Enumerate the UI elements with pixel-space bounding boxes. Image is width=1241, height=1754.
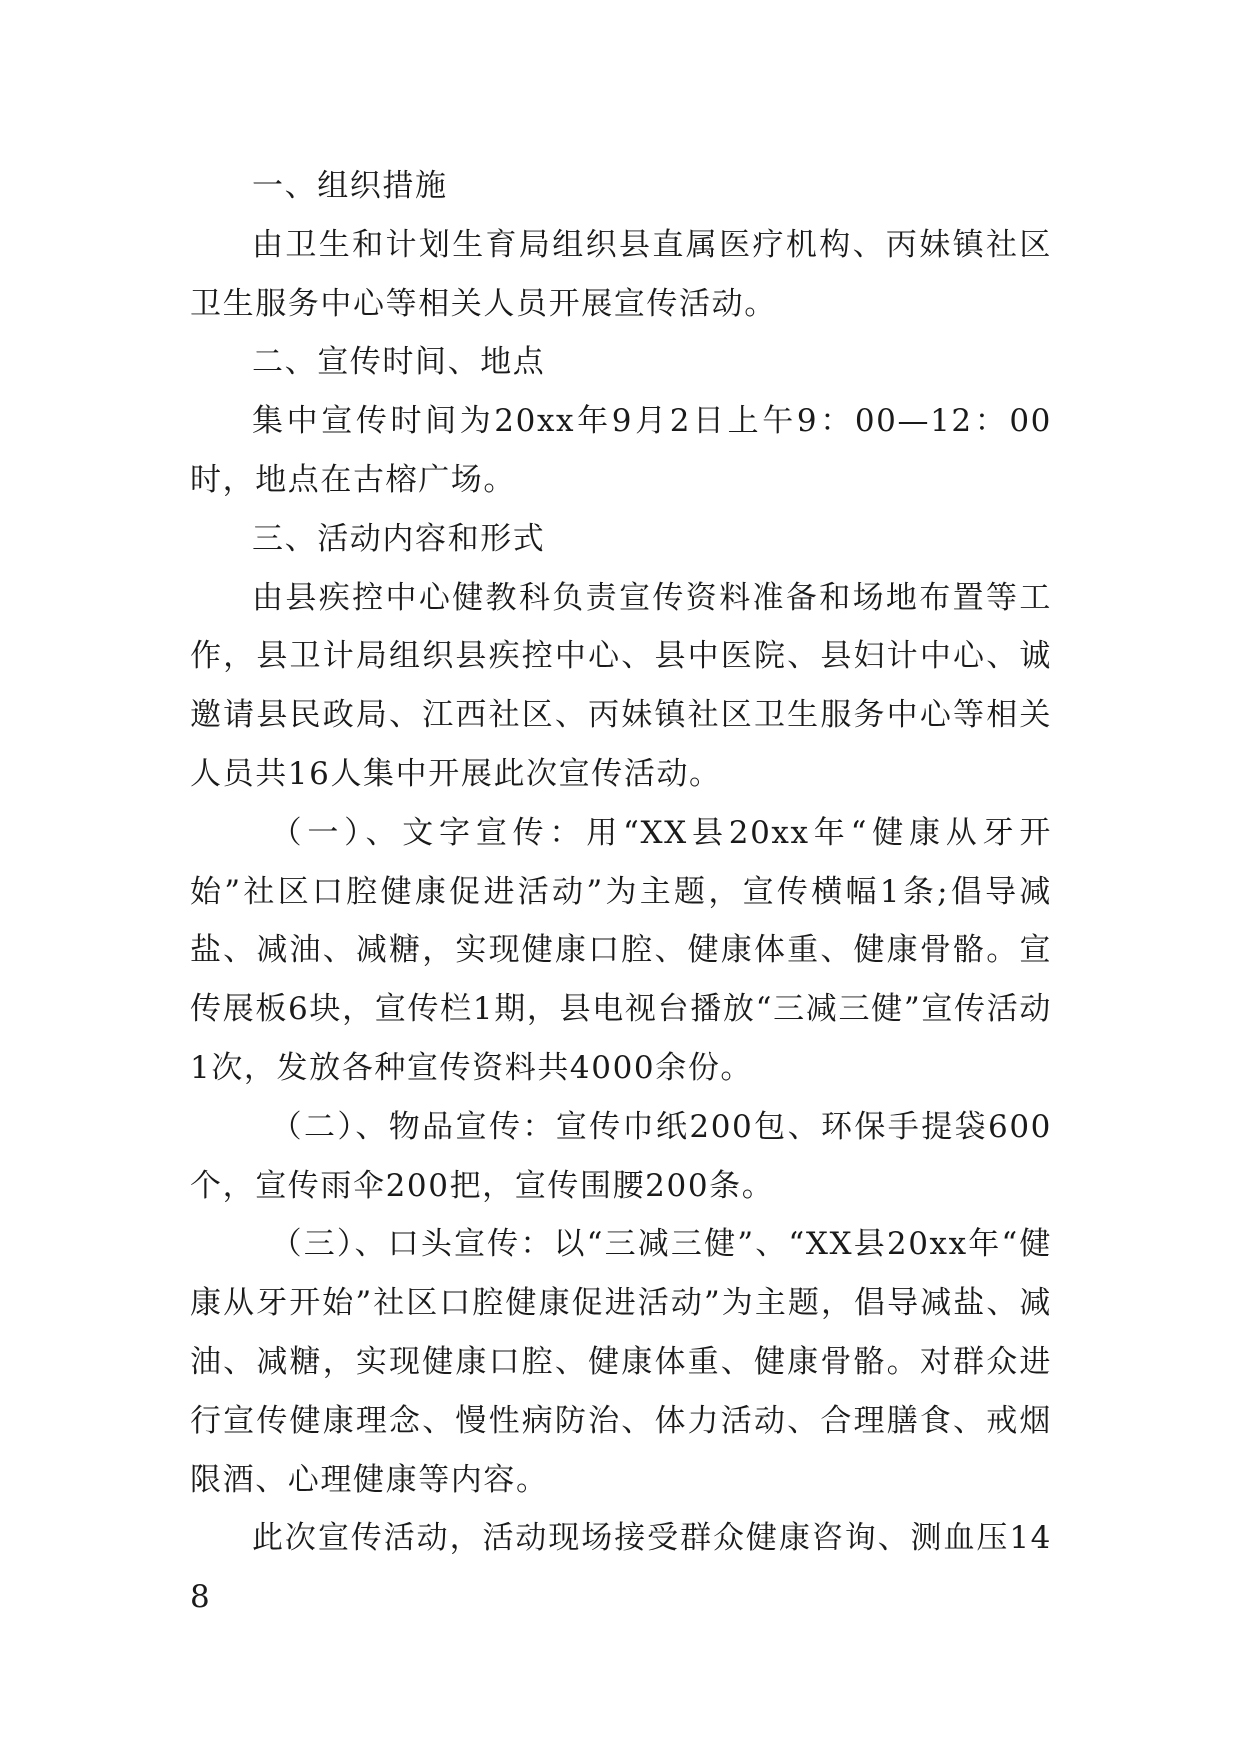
document-body xyxy=(190,157,1052,1627)
paragraph-time-location: 集中宣传时间为20xx年9月2日上午9：00—12：00时，地点在古榕广场。 xyxy=(190,403,1052,498)
paragraph-organization: 由卫生和计划生育局组织县直属医疗机构、丙妹镇社区卫生服务中心等相关人员开展宣传活动。 xyxy=(190,226,1052,322)
paragraph-oral-promotion: （三）、口头宣传：以“三减三健”、“XX县20xx年“健康从牙开始”社区口腔健康促进活动”为主题，倡导减盐、减油、减糖，实现健康口腔、健康体重、健康骨骼。对群众进行宣传健康理念、慢性病防治、体力活动、合理膳食、戒烟限酒、心理健康等内容。 xyxy=(190,1226,1052,1498)
paragraph-text-promotion: （一）、文字宣传：用“XX县20xx年“健康从牙开始”社区口腔健康促进活动”为主题，宣传横幅1条;倡导减盐、减油、减糖，实现健康口腔、健康体重、健康骨骼。宣传展板6块，宣传栏1期，县电视台播放“三减三健”宣传活动1次，发放各种宣传资料共4000余份。 xyxy=(190,814,1052,1086)
paragraph-activity-summary: 此次宣传活动，活动现场接受群众健康咨询、测血压148 xyxy=(190,1520,1052,1616)
heading-time-location: 二、宣传时间、地点 xyxy=(252,344,546,381)
paragraph-item-promotion: （二）、物品宣传：宣传巾纸200包、环保手提袋600个，宣传雨伞200把，宣传围腰200条。 xyxy=(190,1108,1052,1204)
paragraph-content-form: 由县疾控中心健教科负责宣传资料准备和场地布置等工作，县卫计局组织县疾控中心、县中医院、县妇计中心、诚邀请县民政局、江西社区、丙妹镇社区卫生服务中心等相关人员共16人集中开展此次宣传活动。 xyxy=(190,579,1052,792)
heading-organization-measures: 一、组织措施 xyxy=(252,168,448,204)
heading-content-form: 三、活动内容和形式 xyxy=(252,520,546,557)
